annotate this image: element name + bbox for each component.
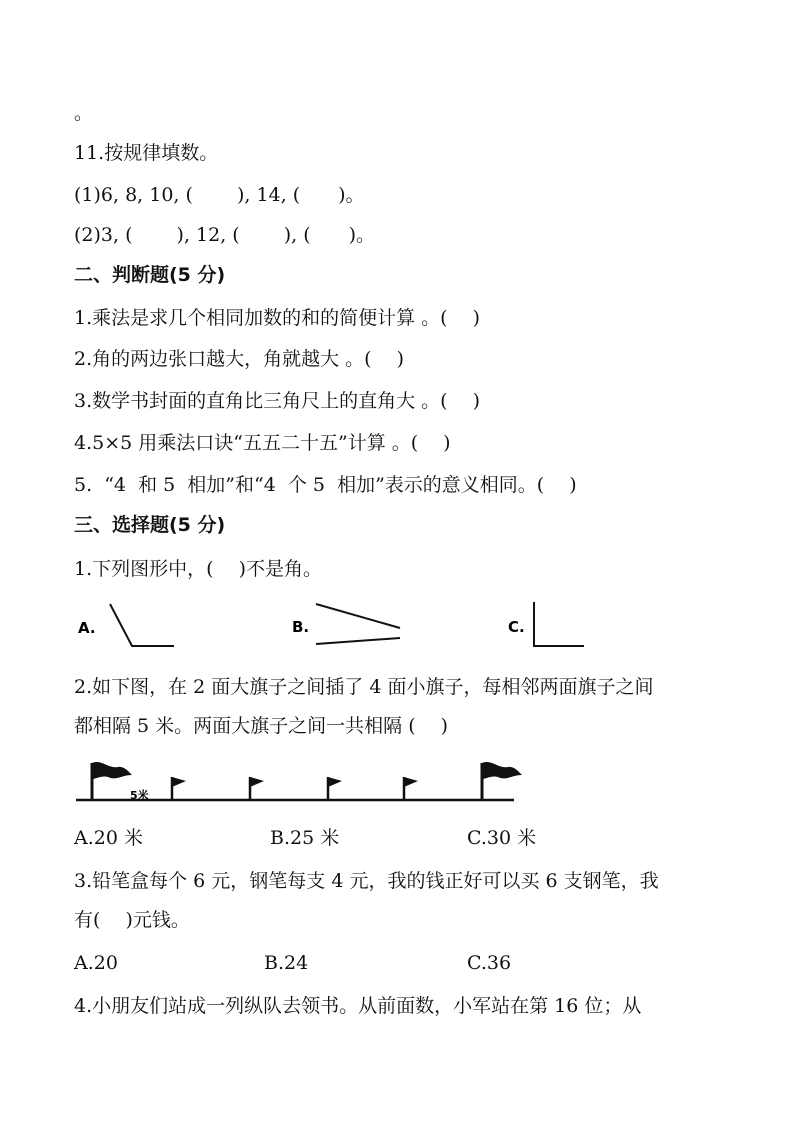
judge-item-3: 3.数学书封面的直角比三角尺上的直角大 。( ) xyxy=(74,390,481,412)
judge-item-5: 5. “4 和 5 相加”和“4 个 5 相加”表示的意义相同。( ) xyxy=(74,474,577,496)
distance-label: 5米 xyxy=(130,789,149,802)
section2-heading: 二、判断题(5 分) xyxy=(74,264,226,286)
judge-item-4: 4.5×5 用乘法口诀“五五二十五”计算 。( ) xyxy=(74,432,451,454)
choice-q1-text: 1.下列图形中，( )不是角。 xyxy=(74,558,322,580)
small-flag-1 xyxy=(172,777,186,800)
choice-q4-text-line1: 4.小朋友们站成一列纵队去领书。从前面数，小军站在第 16 位；从 xyxy=(74,995,642,1017)
choice-q3-text-line2: 有( )元钱。 xyxy=(74,909,190,931)
q11-line2: (2)3, ( ), 12, ( ), ( )。 xyxy=(74,224,376,246)
choice-q2-text-line1: 2.如下图，在 2 面大旗子之间插了 4 面小旗子，每相邻两面旗子之间 xyxy=(74,676,654,698)
angle-label-c: C. xyxy=(508,618,525,636)
q2-option-c: C.30 米 xyxy=(467,827,537,849)
judge-item-1: 1.乘法是求几个相同加数的和的简便计算 。( ) xyxy=(74,307,481,329)
small-flag-3 xyxy=(328,777,342,800)
q2-option-b: B.25 米 xyxy=(270,827,340,849)
q11-title: 11.按规律填数。 xyxy=(74,142,219,164)
big-flag-left xyxy=(92,762,132,800)
big-flag-right xyxy=(482,762,522,800)
angle-figure-a xyxy=(76,598,186,654)
angle-figure-b xyxy=(292,596,412,652)
angle-label-a: A. xyxy=(78,619,96,637)
angle-figure-c xyxy=(508,596,618,652)
angle-label-b: B. xyxy=(292,618,310,636)
top-mark: 。 xyxy=(74,102,94,124)
small-flag-2 xyxy=(250,777,264,800)
q11-line1: (1)6, 8, 10, ( ), 14, ( )。 xyxy=(74,184,365,206)
q3-option-b: B.24 xyxy=(264,952,309,974)
choice-q2-text-line2: 都相隔 5 米。两面大旗子之间一共相隔 ( ) xyxy=(74,715,449,737)
section3-heading: 三、选择题(5 分) xyxy=(74,514,226,536)
q3-option-a: A.20 xyxy=(74,952,118,974)
judge-item-2: 2.角的两边张口越大，角就越大 。( ) xyxy=(74,348,405,370)
flags-figure xyxy=(74,755,519,810)
small-flag-4 xyxy=(404,777,418,800)
q3-option-c: C.36 xyxy=(467,952,512,974)
q2-option-a: A.20 米 xyxy=(74,827,143,849)
choice-q3-text-line1: 3.铅笔盒每个 6 元，钢笔每支 4 元，我的钱正好可以买 6 支钢笔，我 xyxy=(74,870,659,892)
